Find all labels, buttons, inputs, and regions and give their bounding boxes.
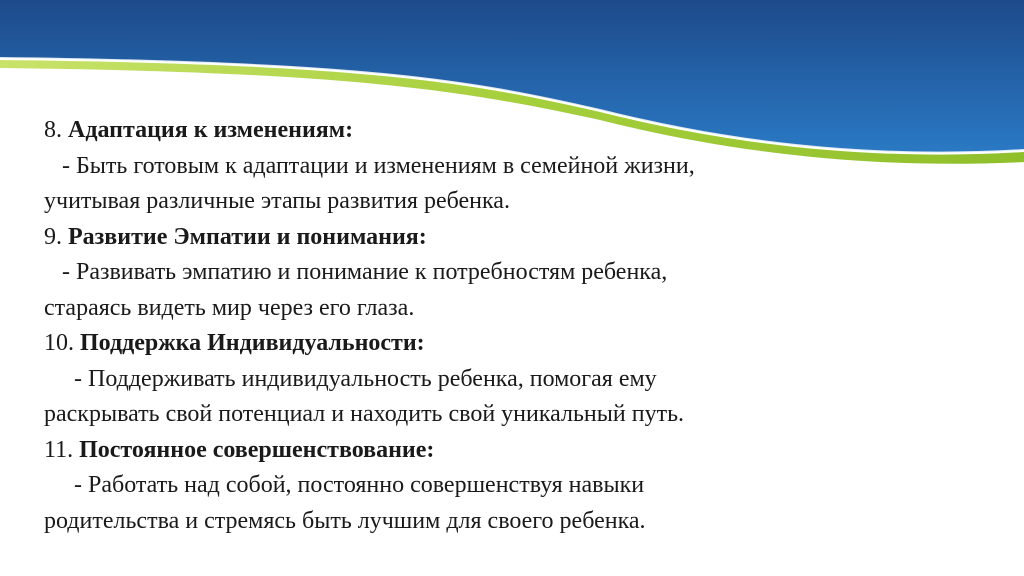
item-8-heading: Адаптация к изменениям: (68, 117, 354, 143)
item-9-heading-line (44, 220, 1004, 256)
item-11-body-line1: - Работать над собой, постоянно совершенствуя навыки (74, 472, 645, 498)
item-9-heading: Развитие Эмпатии и понимания: (68, 223, 427, 250)
item-11-body-line2: родительства и стремясь быть лучшим для своего ребенка. (44, 507, 646, 534)
item-10-body-line2: раскрывать свой потенциал и находить свой уникальный путь. (44, 401, 685, 427)
item-10-number: 10. (44, 330, 74, 356)
item-9-body-line2: стараясь видеть мир через его глаза. (44, 294, 415, 321)
item-10-heading-line (44, 326, 1004, 362)
item-8-body-line1: - Быть готовым к адаптации и изменениям в семейной жизни, (62, 152, 695, 179)
item-11-heading: Постоянное совершенствование: (79, 436, 435, 463)
item-9-body-line1: - Развивать эмпатию и понимание к потребностям ребенка, (62, 259, 668, 285)
item-8-heading-line (44, 113, 1004, 149)
item-10-body-line1: - Поддерживать индивидуальность ребенка, помогая ему (74, 365, 657, 392)
item-8-body-line2: учитывая различные этапы развития ребенка. (44, 188, 510, 214)
slide-content (44, 113, 1004, 539)
item-11-heading-line (44, 433, 1004, 469)
item-9-number: 9. (44, 223, 62, 250)
item-10-heading: Поддержка Индивидуальности: (80, 330, 425, 356)
item-8-number: 8. (44, 117, 62, 143)
item-11-number: 11. (44, 436, 74, 463)
